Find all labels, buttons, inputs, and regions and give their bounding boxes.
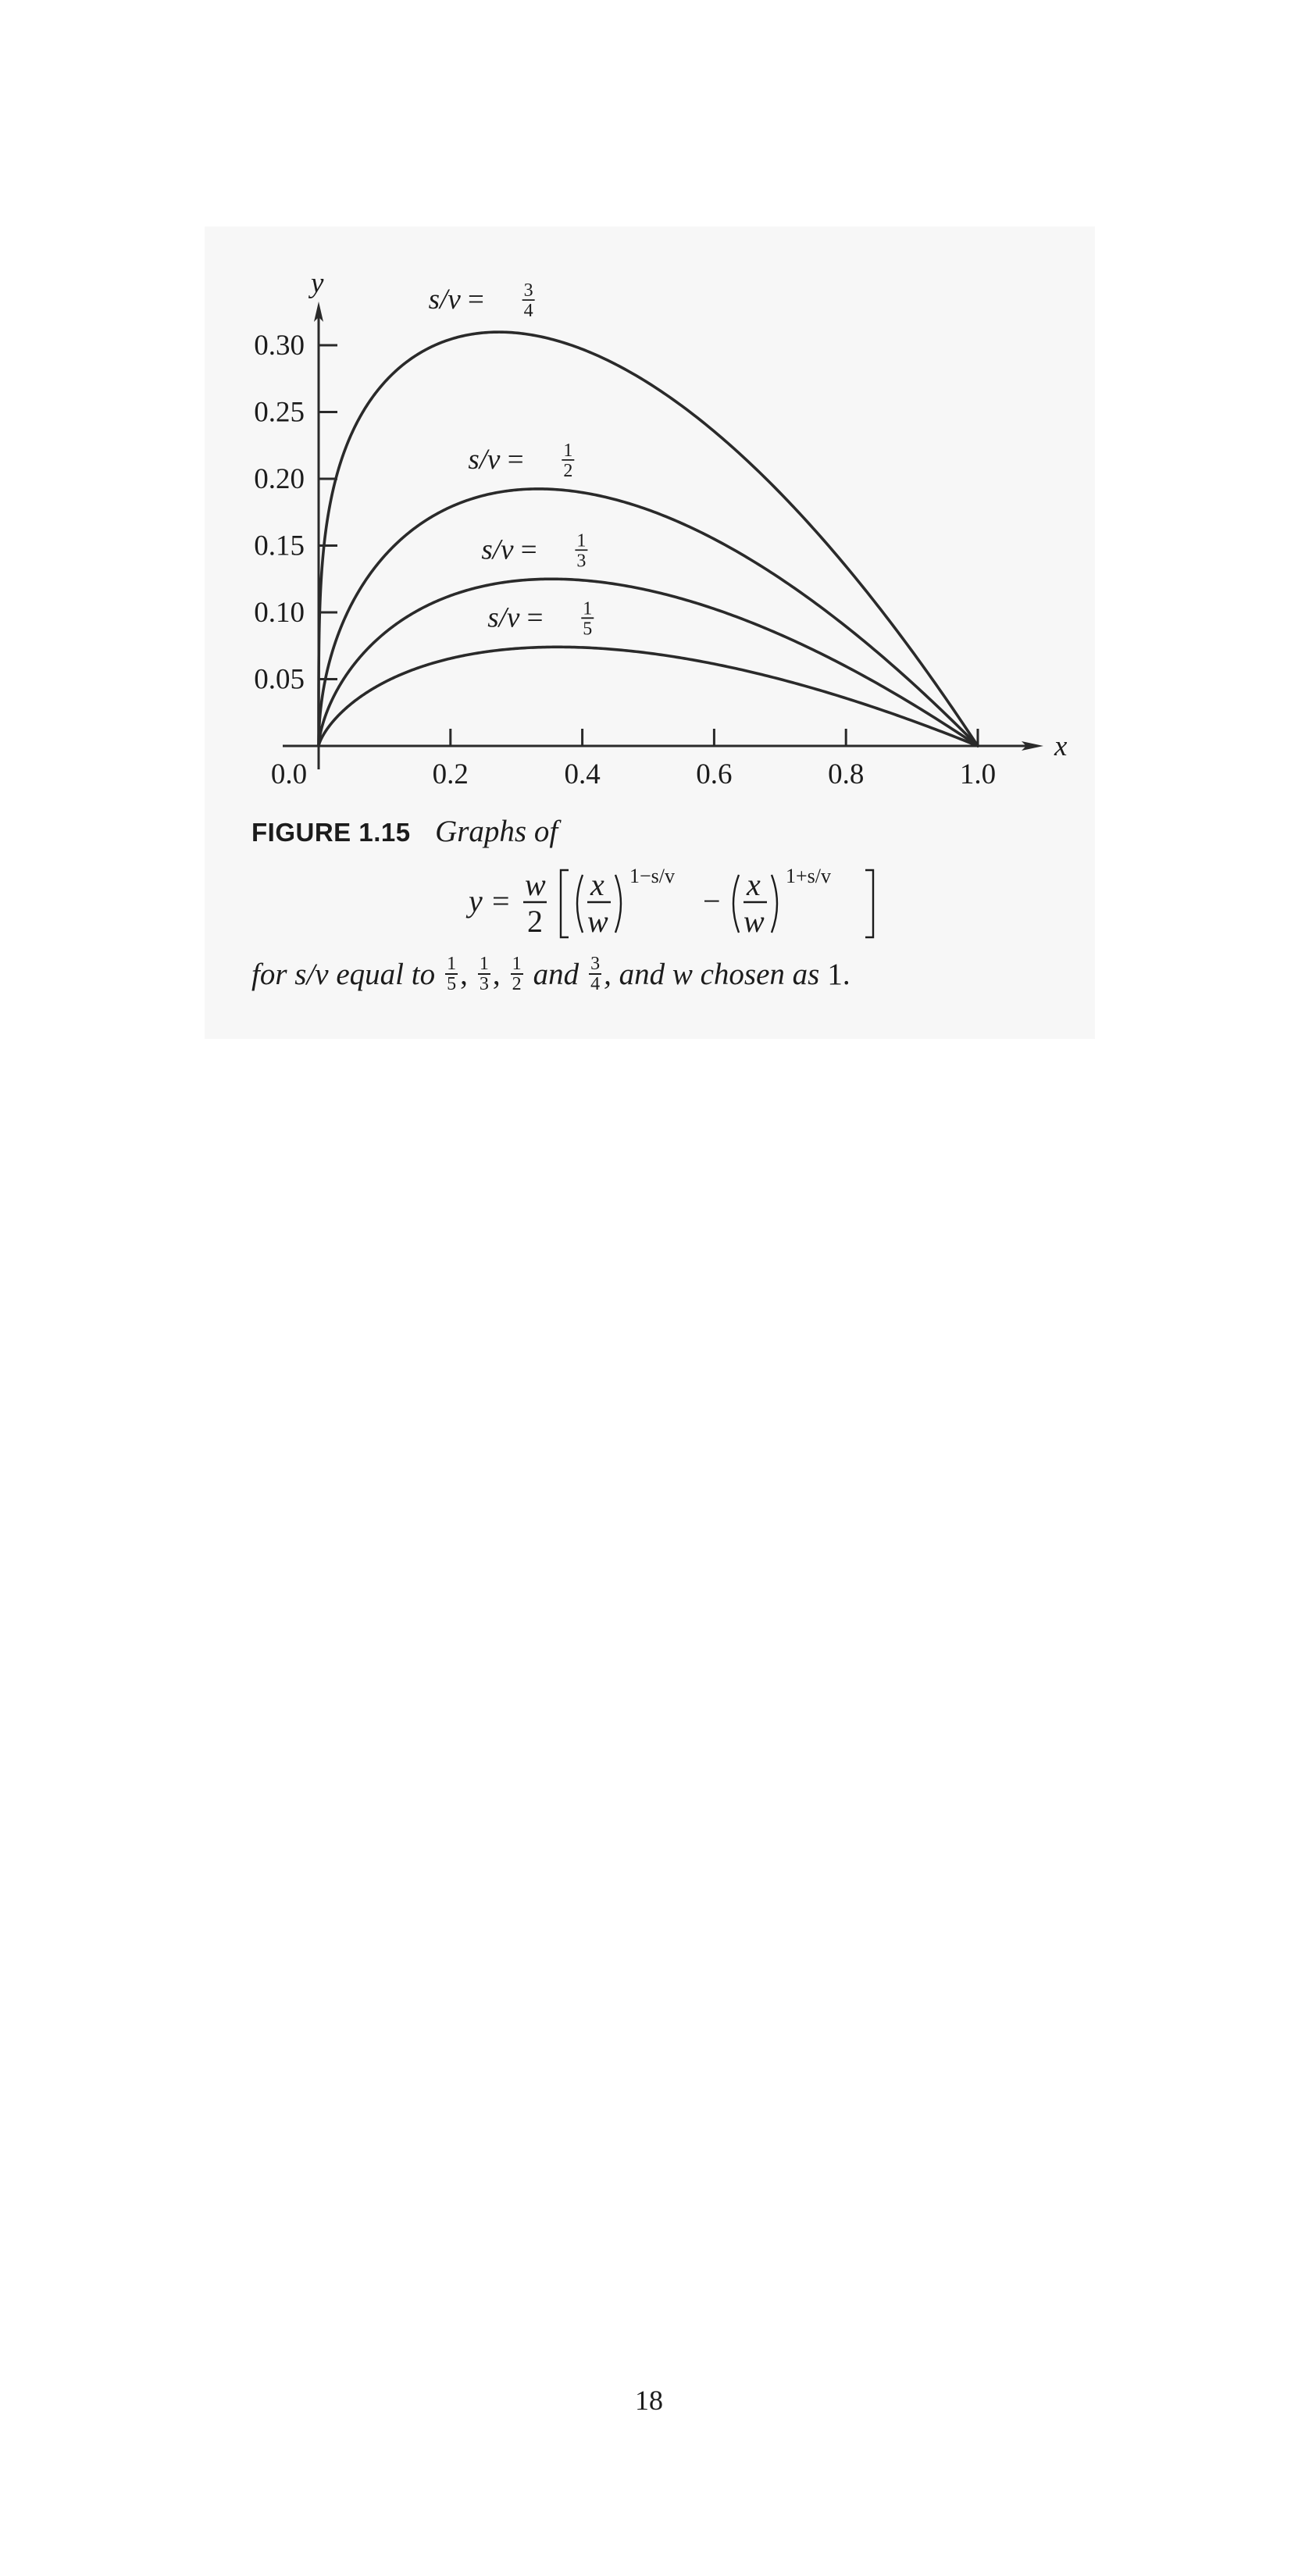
caption-fraction-3-numerator: 1: [512, 954, 522, 974]
y-tick-label: 0.05: [254, 663, 305, 696]
series-label-numerator: 1: [583, 598, 593, 619]
y-tick-label: 0.15: [254, 530, 305, 562]
x-axis-label: x: [1054, 730, 1068, 762]
x-tick-label: 0.6: [696, 758, 733, 790]
series-label-text: s/v =: [487, 601, 544, 634]
series-label-numerator: 3: [523, 280, 533, 301]
y-axis-label: y: [311, 267, 324, 299]
y-tick-label: 0.25: [254, 396, 305, 429]
formula-exponent-1: 1−s/v: [629, 865, 676, 887]
x-tick-label: 0.4: [564, 758, 601, 790]
caption-formula: [469, 859, 906, 945]
x-tick-label: 1.0: [959, 758, 997, 790]
x-tick-label: 0.8: [828, 758, 865, 790]
series-label-denominator: 2: [563, 460, 573, 481]
x-tick-label: 0.2: [432, 758, 469, 790]
series-label-3: [481, 530, 587, 571]
curves: [319, 332, 978, 746]
series-label-denominator: 4: [523, 301, 533, 322]
figure-number: FIGURE 1.15: [251, 818, 411, 847]
series-label-text: s/v =: [428, 284, 484, 316]
caption-and: and: [533, 957, 579, 991]
series-label-4: [487, 598, 594, 639]
formula-right-paren-2: [772, 875, 777, 933]
series-label-text: s/v =: [468, 443, 524, 476]
page-number: 18: [635, 2385, 663, 2416]
formula-exponent-2: 1+s/v: [786, 865, 832, 887]
figure-caption-heading: [251, 814, 558, 849]
formula-w-numerator: w: [525, 867, 546, 902]
series-label-numerator: 1: [576, 530, 587, 551]
x-tick-label: 0.0: [270, 758, 308, 790]
series-label-1: [429, 280, 535, 321]
series-label-2: [468, 441, 574, 481]
curve-labels: [429, 280, 594, 639]
caption-fraction-3-denominator: 2: [512, 974, 522, 994]
formula-x-2: x: [747, 867, 761, 902]
caption-text-part2: , and w chosen as: [604, 957, 820, 991]
caption-fraction-1-denominator: 5: [447, 974, 457, 994]
caption-title: Graphs of: [435, 815, 558, 848]
series-label-text: s/v =: [481, 533, 537, 566]
chart: [0, 0, 1298, 812]
series-line-3: [319, 579, 978, 746]
series-label-denominator: 3: [576, 551, 587, 572]
formula-right-paren-1: [615, 875, 621, 933]
formula-left-paren-2: [733, 875, 739, 933]
caption-description: for s/v equal to $\frac{1}{5}$ , $\frac{1}{3}$ , $\frac{1}{2}$ and $\frac{3}{4}$ , and w chosen as 1.: [251, 954, 850, 994]
formula-lhs-y: y: [469, 883, 483, 919]
caption-fraction-2-denominator: 3: [479, 974, 489, 994]
series-label-denominator: 5: [583, 619, 593, 640]
formula-x-1: x: [590, 867, 604, 902]
caption-fraction-1: [445, 954, 458, 994]
caption-fraction-4-denominator: 4: [590, 974, 601, 994]
caption-fraction-3: [511, 954, 523, 994]
formula-left-paren-1: [577, 875, 583, 933]
caption-fraction-4-numerator: 3: [590, 954, 601, 974]
caption-text-part1: for s/v equal to: [251, 957, 436, 991]
formula-w-1: w: [587, 904, 608, 939]
formula-right-bracket: [865, 870, 873, 937]
formula-left-bracket: [561, 870, 569, 937]
formula-two-denominator: 2: [527, 904, 543, 939]
caption-fraction-2: [478, 954, 490, 994]
y-tick-label: 0.30: [254, 330, 305, 362]
formula-w-2: w: [743, 904, 765, 939]
y-tick-label: 0.10: [254, 597, 305, 629]
caption-fraction-1-numerator: 1: [447, 954, 457, 974]
axes: [254, 267, 1068, 790]
formula-equals: =: [492, 883, 510, 919]
series-line-2: [319, 489, 978, 746]
caption-fraction-2-numerator: 1: [479, 954, 489, 974]
series-line-4: [319, 647, 978, 746]
caption-one: 1.: [827, 957, 850, 991]
caption-fraction-4: [589, 954, 601, 994]
formula-minus: −: [703, 883, 721, 919]
series-label-numerator: 1: [563, 440, 573, 461]
y-tick-label: 0.20: [254, 463, 305, 495]
